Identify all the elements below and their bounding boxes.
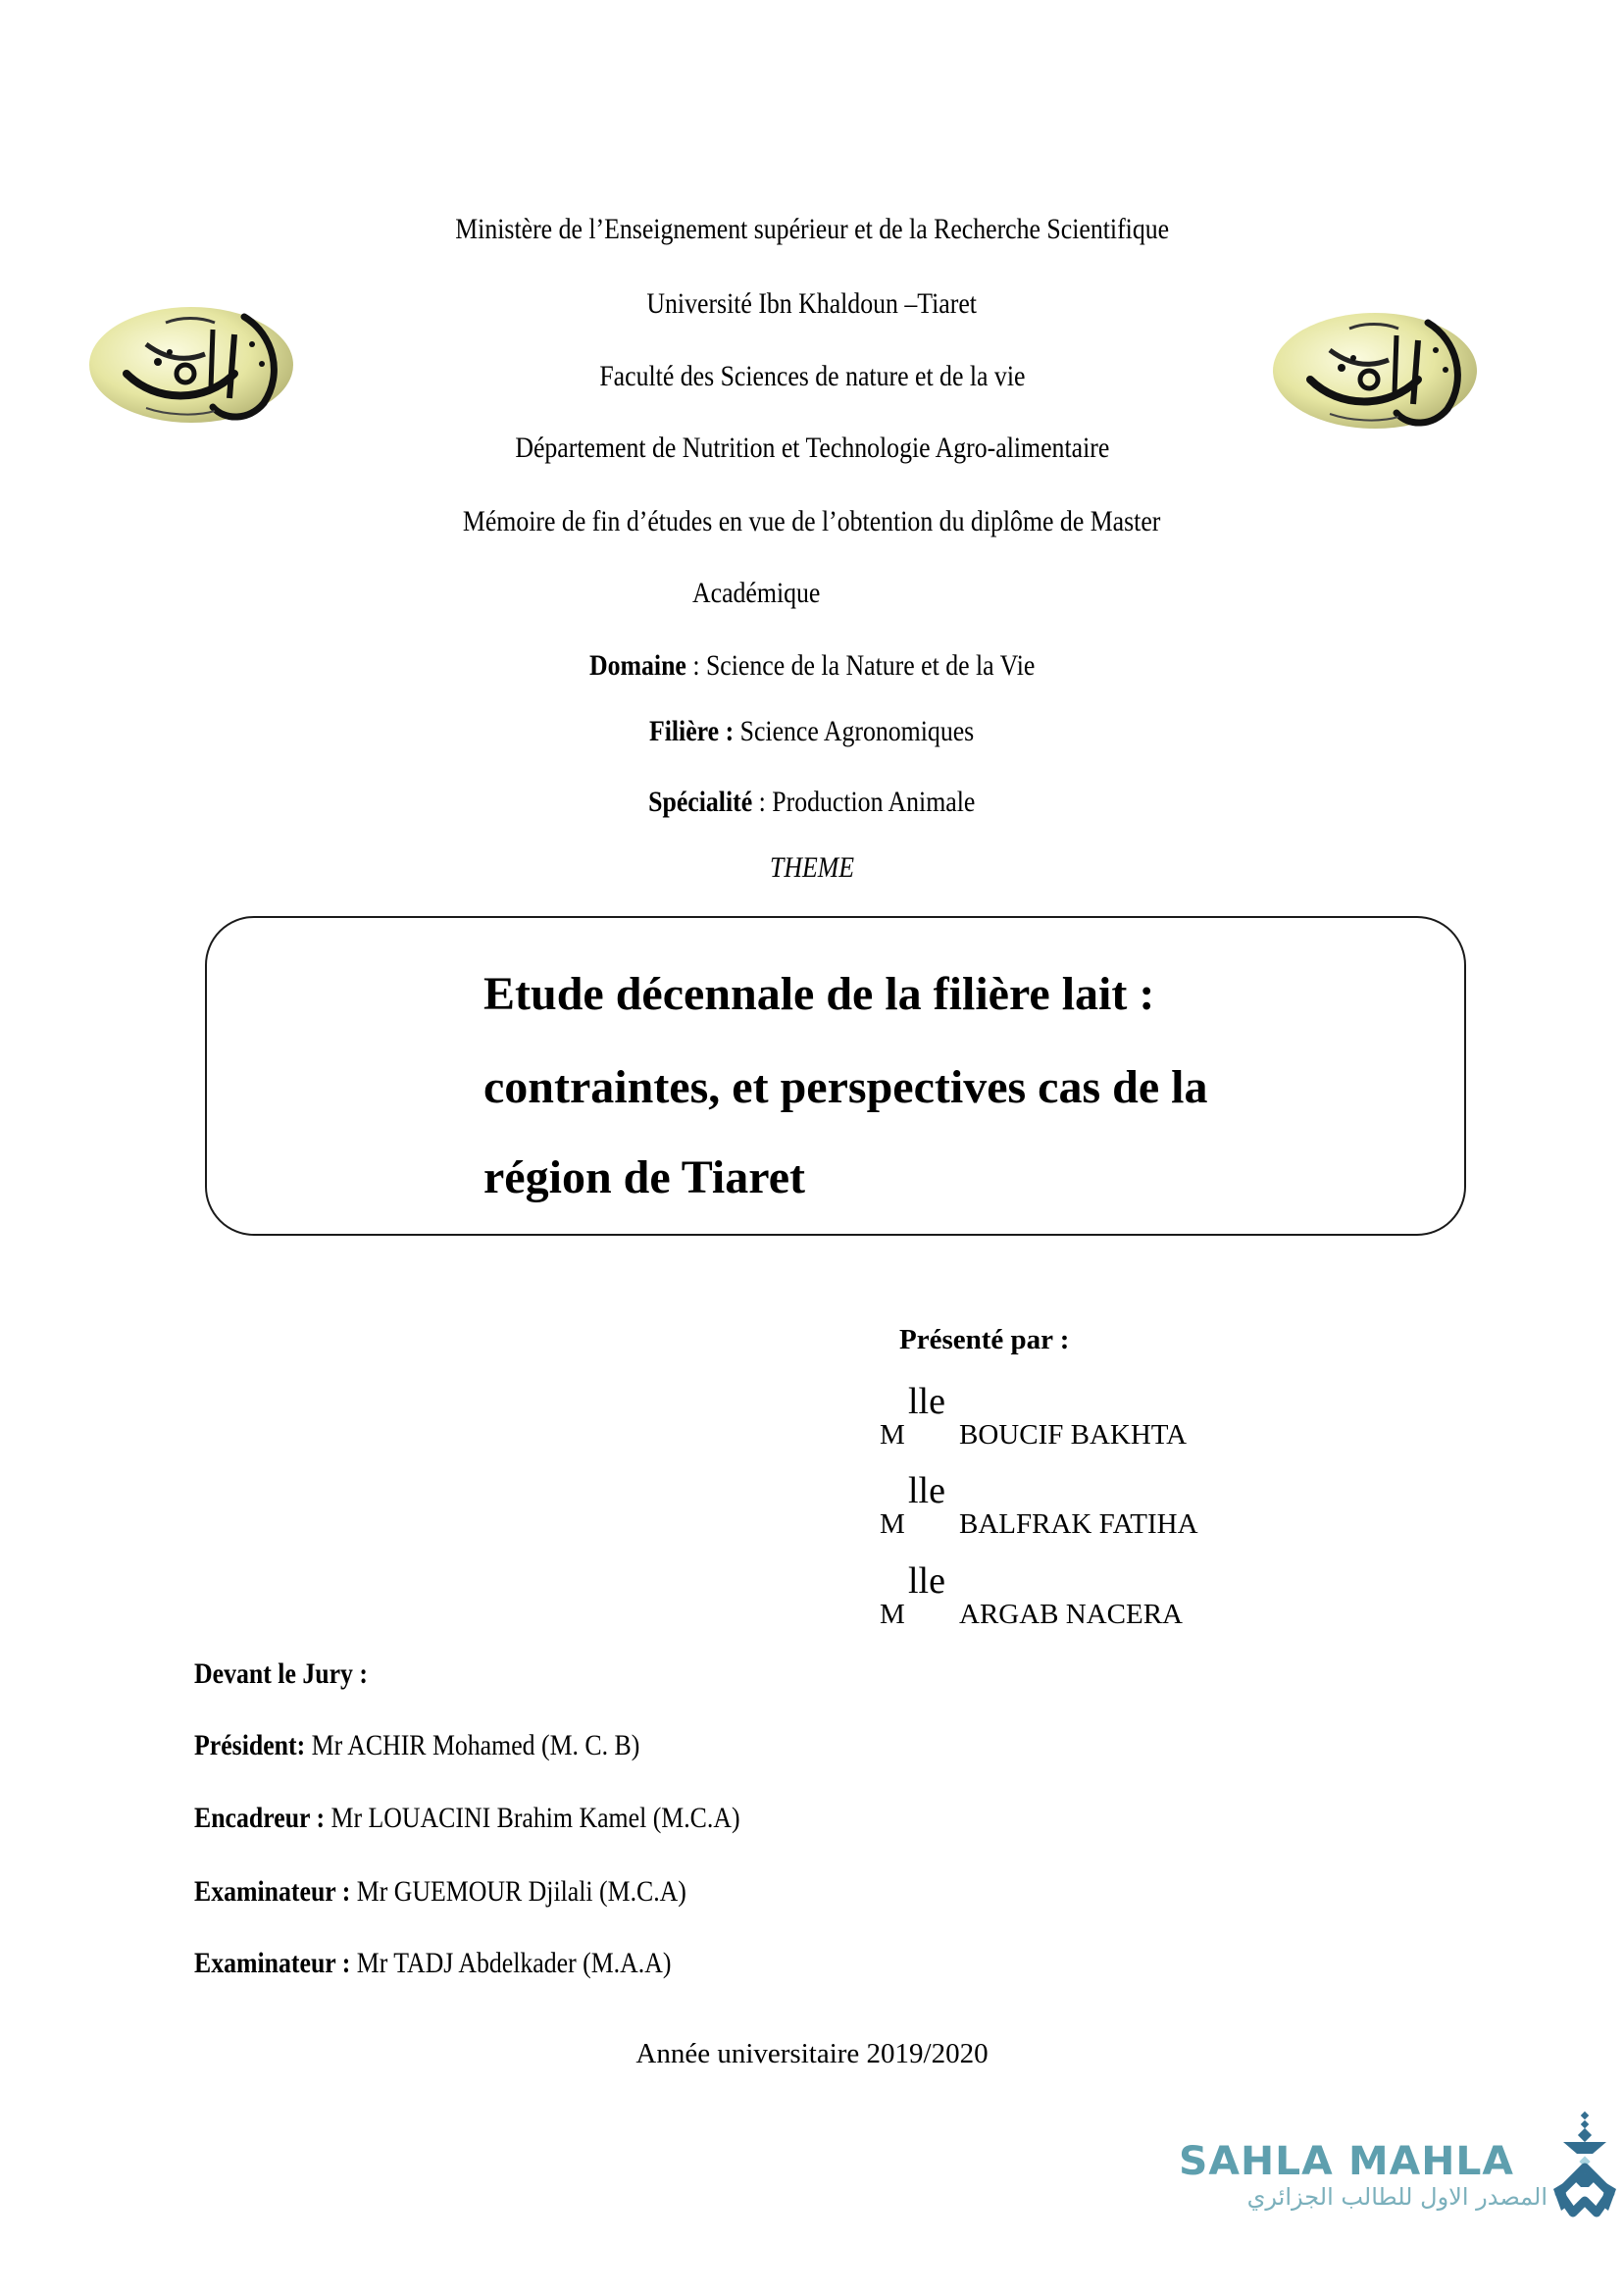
ministry-line: [0, 215, 1624, 244]
theme-title-line-3: région de Tiaret: [483, 1151, 805, 1203]
jury-person: Mr GUEMOUR Djilali (M.C.A): [350, 1875, 686, 1908]
jury-member: [194, 1877, 767, 1907]
jury-role: Encadreur :: [194, 1802, 326, 1834]
jury-person: Mr LOUACINI Brahim Kamel (M.C.A): [325, 1802, 740, 1834]
student-title-prefix: M: [880, 1599, 905, 1630]
field-filiere: [0, 717, 1624, 746]
theme-title-line-2: contraintes, et perspectives cas de la: [483, 1061, 1208, 1113]
student-name: ARGAB NACERA: [959, 1599, 1183, 1630]
university-text: Université Ibn Khaldoun –Tiaret: [646, 287, 978, 320]
field-domaine-sep: :: [685, 649, 706, 682]
theme-label-text: THEME: [770, 851, 854, 884]
theme-label: [0, 853, 1624, 883]
jury-member: [194, 1949, 749, 1978]
jury-person: Mr ACHIR Mohamed (M. C. B): [305, 1729, 640, 1761]
field-filiere-label: Filière :: [649, 715, 735, 747]
field-specialite: [0, 788, 1624, 817]
sahla-mahla-emblem-icon: [1549, 2111, 1620, 2218]
jury-label: [194, 1659, 396, 1689]
sahla-mahla-tagline: المصدر الاول للطالب الجزائري: [1246, 2183, 1548, 2211]
student-title-sup: lle: [908, 1381, 945, 1422]
sahla-mahla-watermark: [1173, 2109, 1624, 2226]
jury-role: Examinateur :: [194, 1875, 351, 1908]
student-name: BALFRAK FATIHA: [959, 1508, 1198, 1540]
thesis-line-2: [692, 579, 841, 608]
student-title-prefix: M: [880, 1508, 905, 1540]
student-title-sup: lle: [908, 1470, 945, 1511]
field-domaine-label: Domaine: [588, 649, 686, 682]
field-filiere-value: Science Agronomiques: [740, 715, 975, 747]
field-domaine: [0, 651, 1624, 681]
field-specialite-label: Spécialité: [648, 786, 753, 818]
student-title-sup: lle: [908, 1560, 945, 1602]
field-specialite-value: Production Animale: [772, 786, 976, 818]
faculty-line: [0, 362, 1624, 391]
field-specialite-sep: :: [752, 786, 773, 818]
ministry-text: Ministère de l’Enseignement supérieur et de la Recherche Scientifique: [455, 213, 1169, 245]
department-line: [0, 433, 1624, 463]
presented-by-label: Présenté par :: [899, 1324, 1070, 1355]
student-name: BOUCIF BAKHTA: [959, 1419, 1188, 1451]
academic-year: Année universitaire 2019/2020: [635, 2038, 989, 2069]
thesis-text-2: Académique: [692, 577, 821, 609]
department-text: Département de Nutrition et Technologie Agro-alimentaire: [515, 432, 1109, 464]
jury-person: Mr TADJ Abdelkader (M.A.A): [350, 1947, 672, 1979]
thesis-line-1: [0, 507, 1624, 536]
jury-label-text: Devant le Jury :: [194, 1657, 368, 1690]
sahla-mahla-brand: SAHLA MAHLA: [1179, 2139, 1515, 2184]
faculty-text: Faculté des Sciences de nature et de la vie: [598, 360, 1026, 392]
thesis-text-1: Mémoire de fin d’études en vue de l’obtention du diplôme de Master: [463, 505, 1161, 537]
jury-member: [194, 1731, 712, 1760]
field-domaine-value: Science de la Nature et de la Vie: [705, 649, 1036, 682]
jury-member: [194, 1804, 829, 1833]
student-title-prefix: M: [880, 1419, 905, 1451]
jury-role: Président:: [194, 1729, 306, 1761]
jury-role: Examinateur :: [194, 1947, 351, 1979]
university-line: [0, 289, 1624, 319]
theme-title-line-1: Etude décennale de la filière lait :: [483, 968, 1155, 1020]
